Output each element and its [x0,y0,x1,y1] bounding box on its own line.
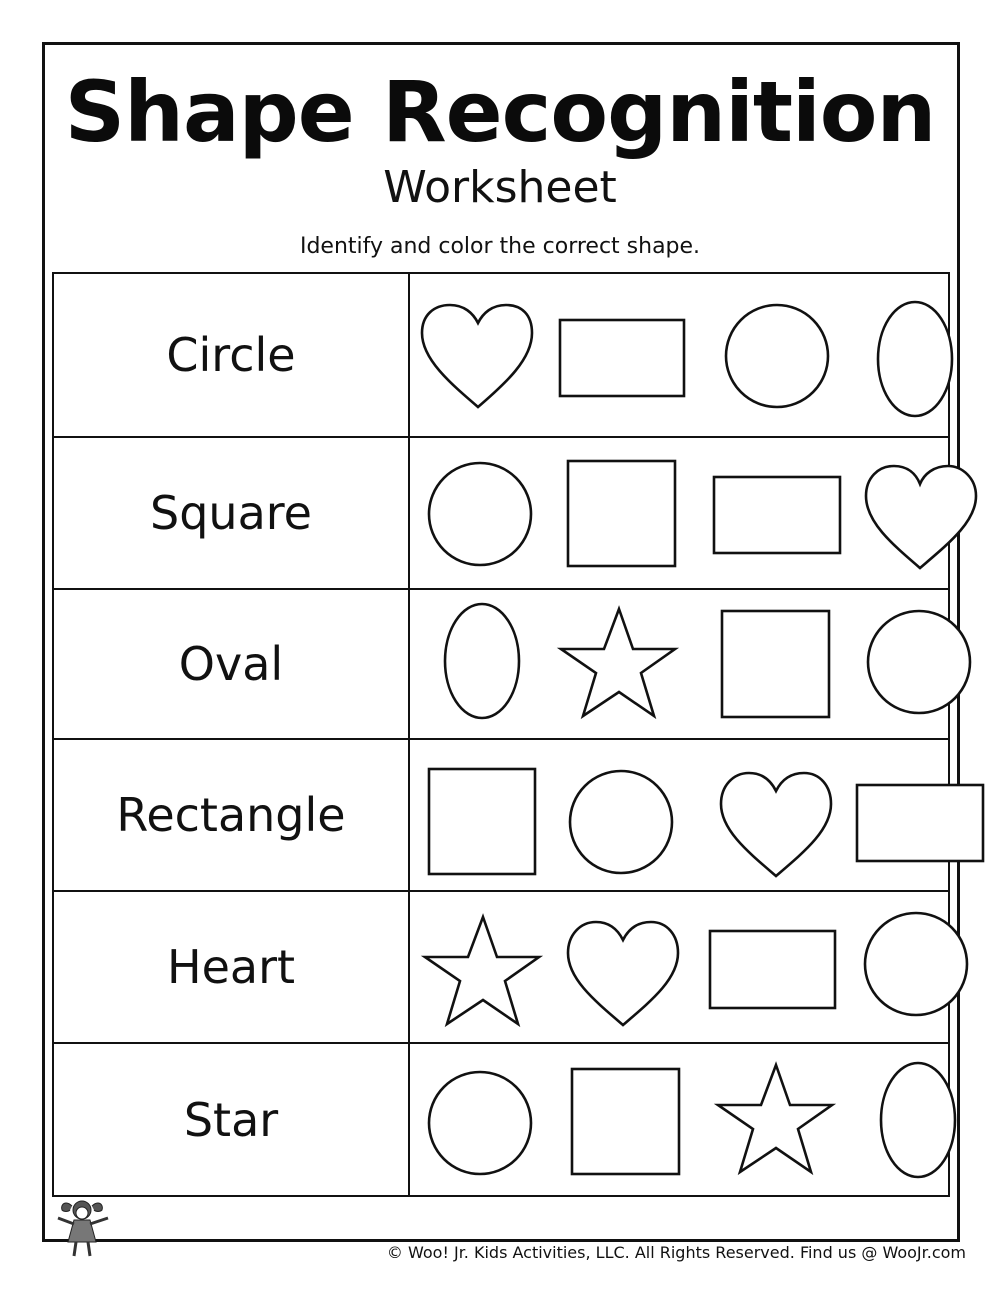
row-label-star: Star [183,1092,279,1147]
shape-table [52,272,950,1197]
star-shape[interactable] [561,609,675,716]
table-row [54,890,948,1042]
table-row [54,588,948,738]
woojr-girl-mascot-icon [52,1198,118,1260]
table-row [54,738,948,890]
heart-shape[interactable] [721,773,831,876]
row-label-square: Square [150,486,312,540]
square-shape[interactable] [568,461,675,566]
star-shape[interactable] [718,1065,832,1172]
rectangle-shape[interactable] [714,477,840,553]
rectangle-shape[interactable] [857,785,983,861]
row-shapes [410,892,948,1042]
worksheet-instructions: Identify and color the correct shape. [299,234,701,259]
row-shapes [410,1044,948,1195]
table-row [54,436,948,588]
rectangle-shape[interactable] [710,931,835,1008]
square-shape[interactable] [429,769,535,874]
row-shapes [410,740,948,890]
oval-shape[interactable] [878,302,952,416]
heart-shape[interactable] [568,922,678,1025]
circle-shape[interactable] [865,913,967,1015]
circle-shape[interactable] [726,305,828,407]
oval-shape[interactable] [445,604,519,718]
heart-shape[interactable] [422,305,532,407]
table-row [54,1042,948,1195]
square-shape[interactable] [572,1069,679,1174]
circle-shape[interactable] [429,463,531,565]
row-shapes [410,274,948,436]
row-shapes [410,438,948,588]
star-shape[interactable] [425,917,539,1024]
oval-shape[interactable] [881,1063,955,1177]
row-label-rectangle: Rectangle [116,788,346,842]
rectangle-shape[interactable] [560,320,684,396]
table-row [54,274,948,436]
square-shape[interactable] [722,611,829,717]
worksheet-title: Shape Recognition [64,63,936,161]
footer-copyright: © Woo! Jr. Kids Activities, LLC. All Rights Reserved. Find us @ WooJr.com [386,1243,966,1262]
row-label-circle: Circle [166,328,296,382]
row-shapes [410,590,948,738]
row-label-heart: Heart [166,940,296,994]
circle-shape[interactable] [570,771,672,873]
circle-shape[interactable] [429,1072,531,1174]
circle-shape[interactable] [868,611,970,713]
worksheet-subtitle: Worksheet [383,162,617,213]
row-label-oval: Oval [178,637,284,691]
